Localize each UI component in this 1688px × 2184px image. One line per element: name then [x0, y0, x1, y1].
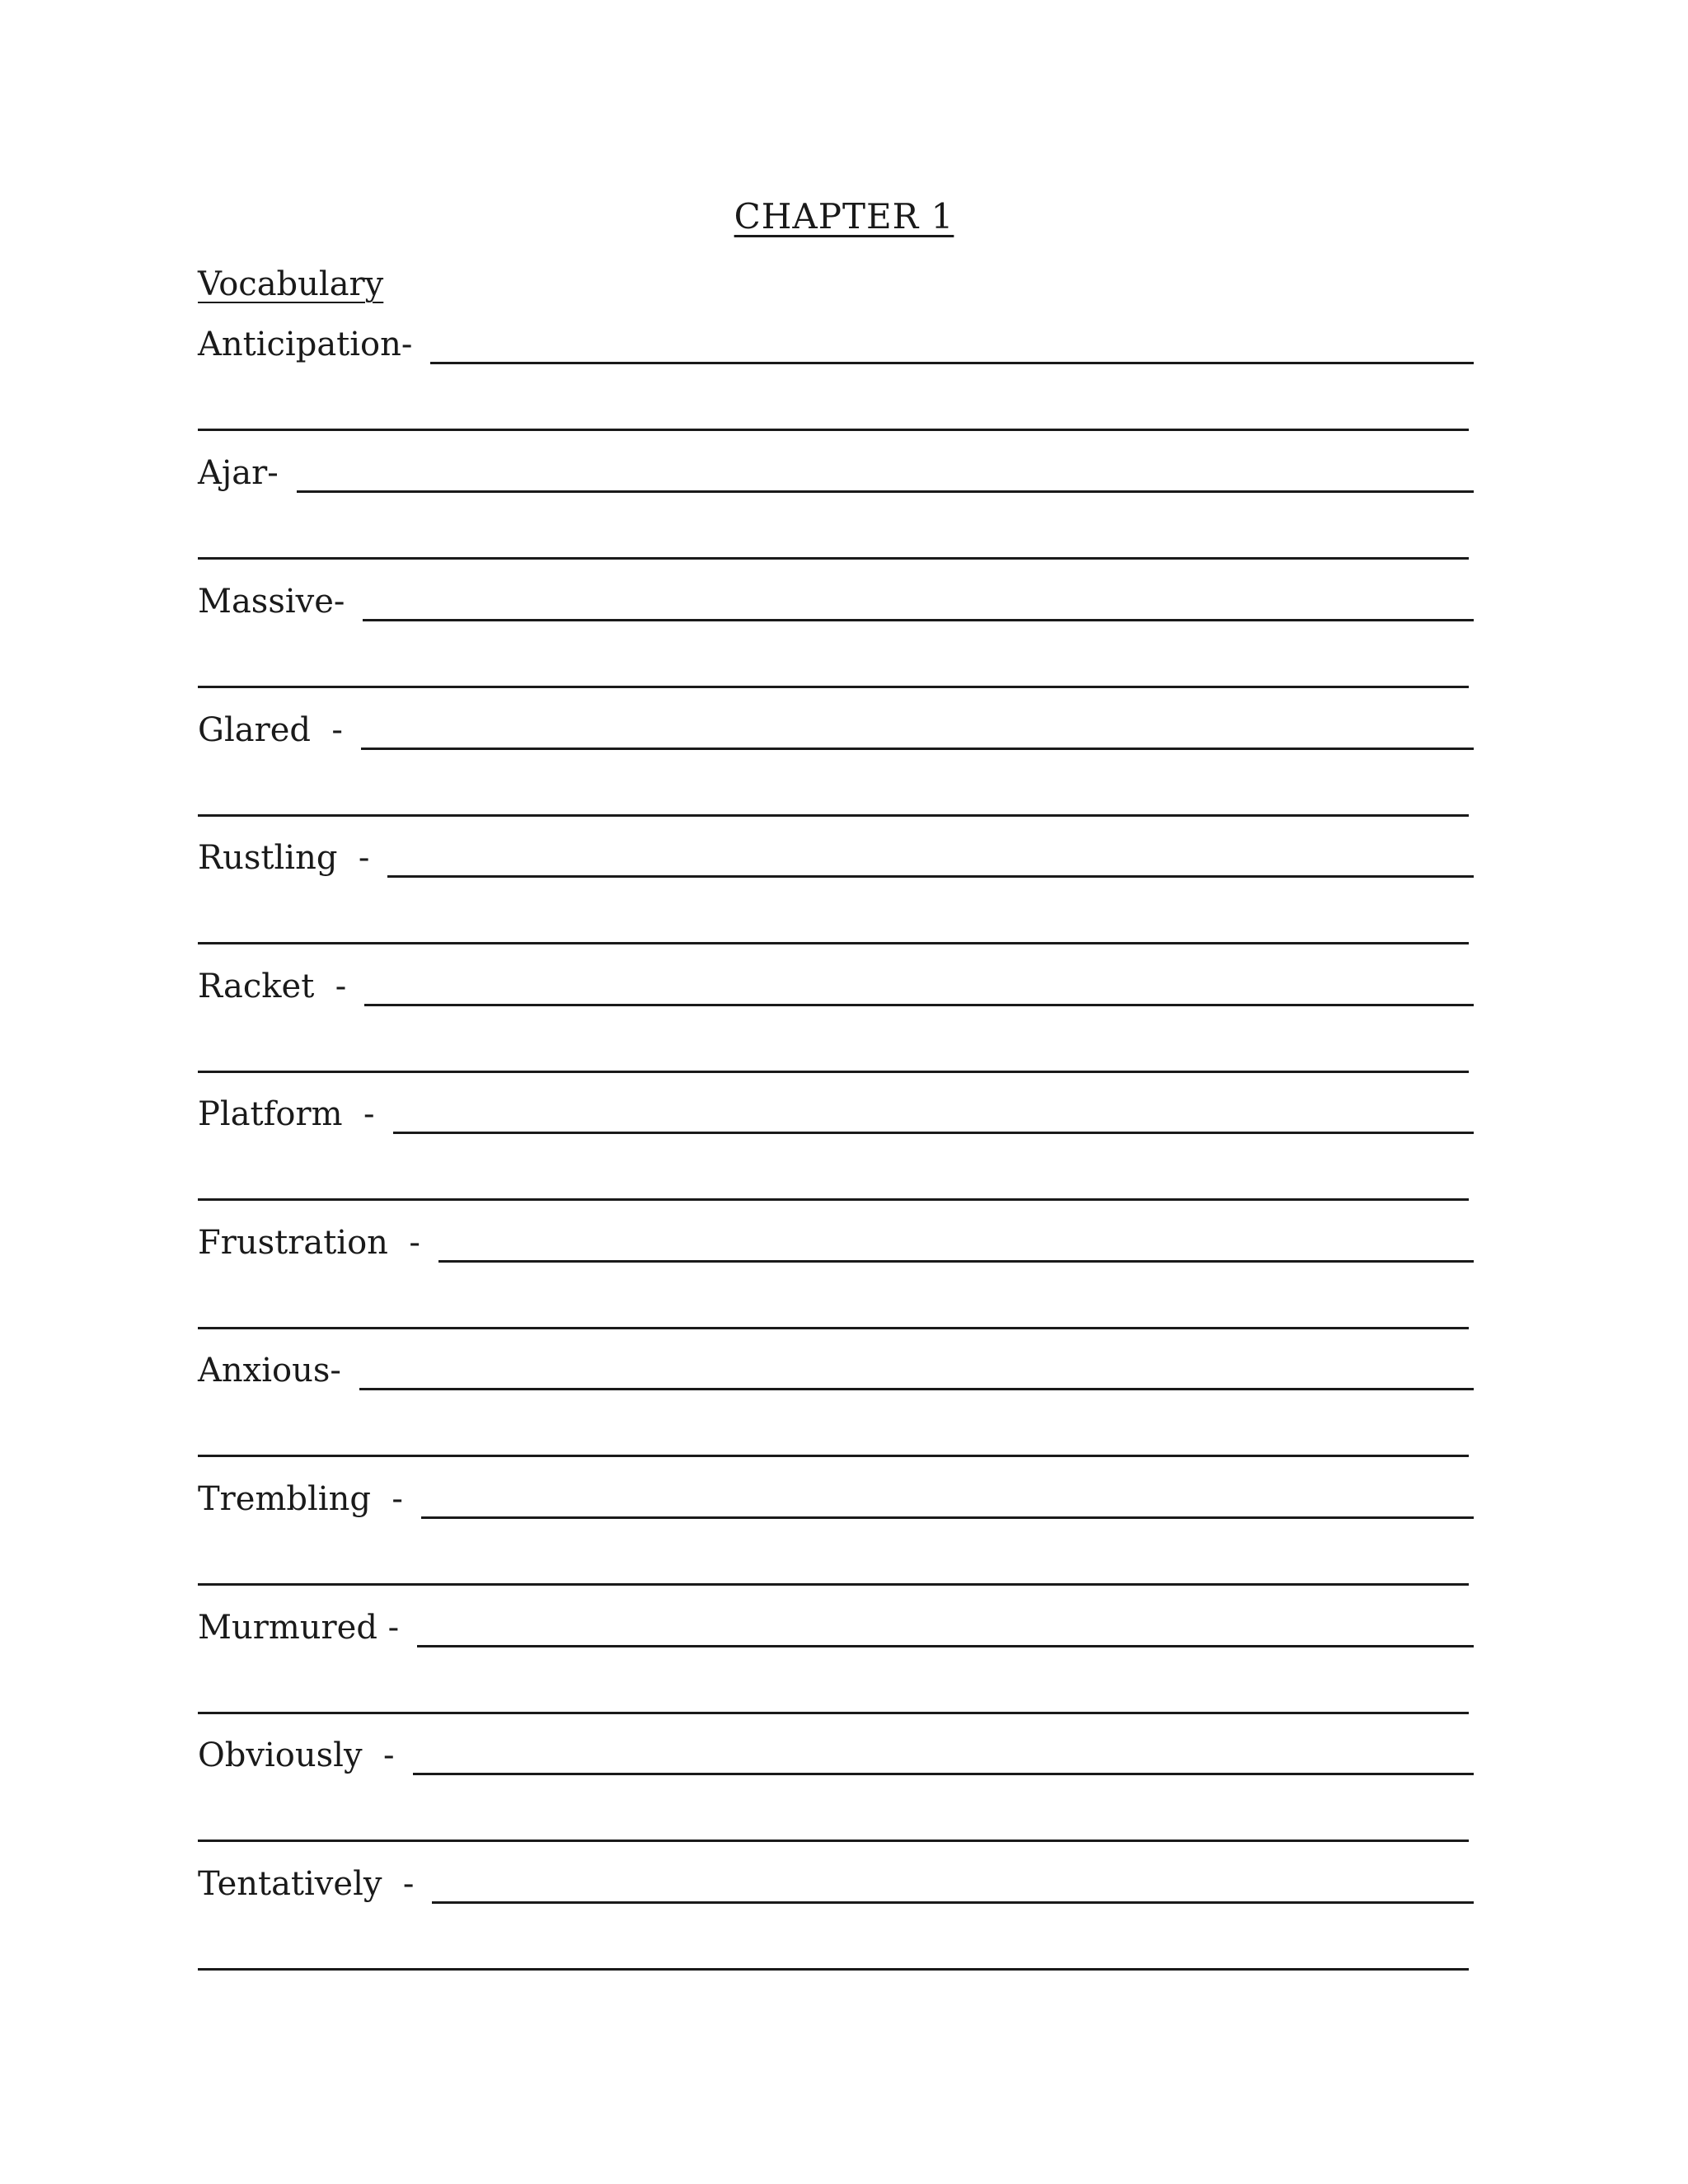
vocab-term: Murmured -	[198, 1609, 400, 1647]
answer-line[interactable]	[432, 1893, 1474, 1904]
vocab-term: Tentatively -	[198, 1865, 415, 1903]
vocab-entry	[198, 445, 1474, 577]
answer-line[interactable]	[413, 1765, 1475, 1775]
answer-line-continuation[interactable]	[198, 1327, 1469, 1329]
answer-line[interactable]	[417, 1637, 1474, 1647]
answer-line[interactable]	[364, 996, 1474, 1006]
answer-line[interactable]	[430, 354, 1474, 364]
vocab-entry	[198, 1471, 1474, 1603]
vocab-term: Rustling -	[198, 839, 370, 877]
answer-line-continuation[interactable]	[198, 1198, 1469, 1201]
vocab-entry	[198, 1215, 1474, 1347]
vocab-entry	[198, 702, 1474, 834]
vocab-entry	[198, 1343, 1474, 1474]
answer-line-continuation[interactable]	[198, 1968, 1469, 1971]
answer-line[interactable]	[363, 611, 1474, 621]
answer-line[interactable]	[421, 1508, 1474, 1519]
answer-line-continuation[interactable]	[198, 942, 1469, 944]
vocab-entry	[198, 1086, 1474, 1218]
answer-line-continuation[interactable]	[198, 686, 1469, 688]
vocab-term: Frustration -	[198, 1224, 420, 1262]
answer-line-continuation[interactable]	[198, 1455, 1469, 1457]
section-heading: Vocabulary	[198, 265, 384, 303]
vocab-entry	[198, 830, 1474, 962]
answer-line[interactable]	[359, 1380, 1474, 1390]
vocab-term: Ajar-	[198, 454, 279, 492]
answer-line-continuation[interactable]	[198, 1712, 1469, 1714]
vocab-term: Anticipation-	[198, 326, 413, 363]
vocab-term: Trembling -	[198, 1480, 403, 1518]
vocab-entry	[198, 574, 1474, 705]
vocab-term: Anxious-	[198, 1352, 341, 1390]
vocab-term: Obviously -	[198, 1736, 395, 1774]
answer-line[interactable]	[361, 739, 1474, 750]
answer-line[interactable]	[297, 482, 1474, 493]
vocab-term: Massive-	[198, 583, 345, 621]
answer-line-continuation[interactable]	[198, 557, 1469, 560]
answer-line[interactable]	[393, 1123, 1474, 1134]
page-title: CHAPTER 1	[734, 196, 954, 237]
answer-line-continuation[interactable]	[198, 429, 1469, 431]
answer-line[interactable]	[438, 1252, 1474, 1263]
vocab-term: Glared -	[198, 711, 343, 749]
vocab-entry	[198, 1727, 1474, 1859]
answer-line-continuation[interactable]	[198, 1840, 1469, 1842]
answer-line-continuation[interactable]	[198, 1583, 1469, 1586]
vocab-term: Platform -	[198, 1095, 375, 1133]
answer-line[interactable]	[387, 867, 1474, 878]
vocab-entry	[198, 1600, 1474, 1732]
vocab-entry	[198, 1856, 1474, 1988]
answer-line-continuation[interactable]	[198, 814, 1469, 817]
answer-line-continuation[interactable]	[198, 1071, 1469, 1073]
vocab-term: Racket -	[198, 968, 347, 1005]
vocab-entry	[198, 316, 1474, 448]
vocab-entry	[198, 958, 1474, 1090]
